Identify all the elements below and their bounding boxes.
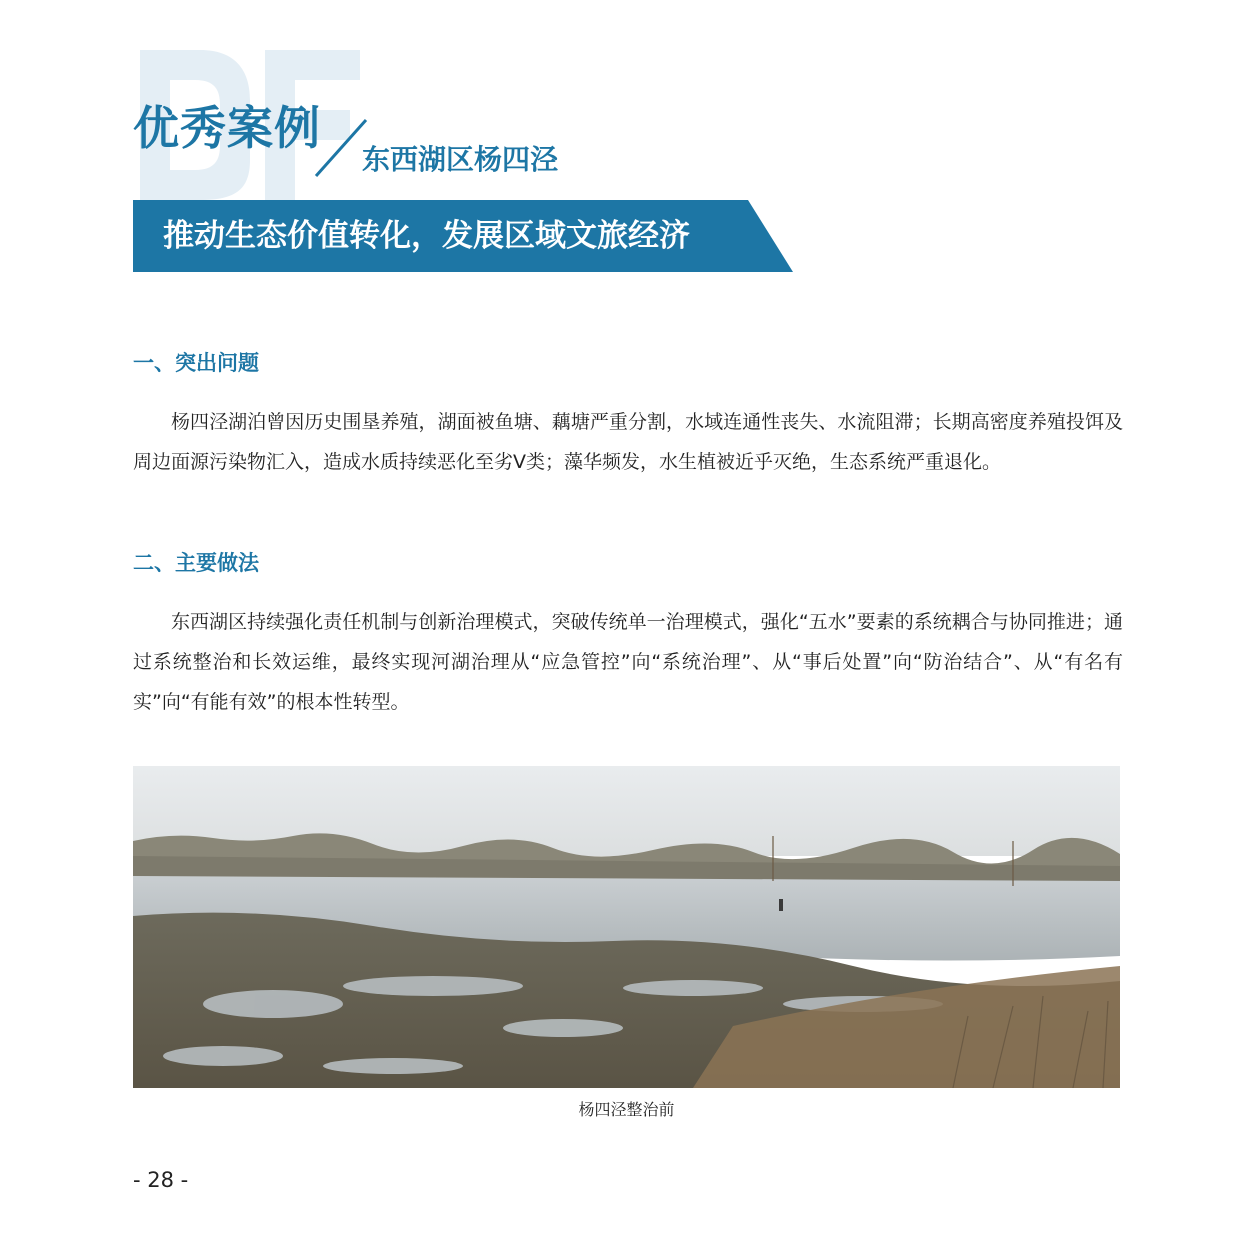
section-heading-practices: 二、主要做法	[133, 551, 259, 575]
page-title: 优秀案例	[133, 101, 321, 155]
photo-caption: 杨四泾整治前	[578, 1100, 675, 1119]
section-body-problems: 杨四泾湖泊曾因历史围垦养殖，湖面被鱼塘、藕塘严重分割，水域连通性丧失、水流阻滞；长期高密度养殖投饵及周边面源污染物汇入，造成水质持续恶化至劣Ⅴ类；藻华频发，水生植被近乎灭绝，生态系统严重退化。	[133, 411, 1123, 473]
section-heading-problems: 一、突出问题	[133, 351, 259, 375]
section-body-practices: 东西湖区持续强化责任机制与创新治理模式，突破传统单一治理模式，强化“五水”要素的系统耦合与协同推进；通过系统整治和长效运维，最终实现河湖治理从“应急管控”向“系统治理”、从“事后处置”向“防治结合”、从“有名有实”向“有能有效”的根本性转型。	[133, 611, 1123, 713]
wetland-before-photo	[133, 766, 1120, 1088]
headline-banner-text: 推动生态价值转化，发展区域文旅经济	[163, 218, 690, 254]
page-subtitle: 东西湖区杨四泾	[362, 143, 559, 176]
page-number: - 28 -	[133, 1168, 189, 1192]
